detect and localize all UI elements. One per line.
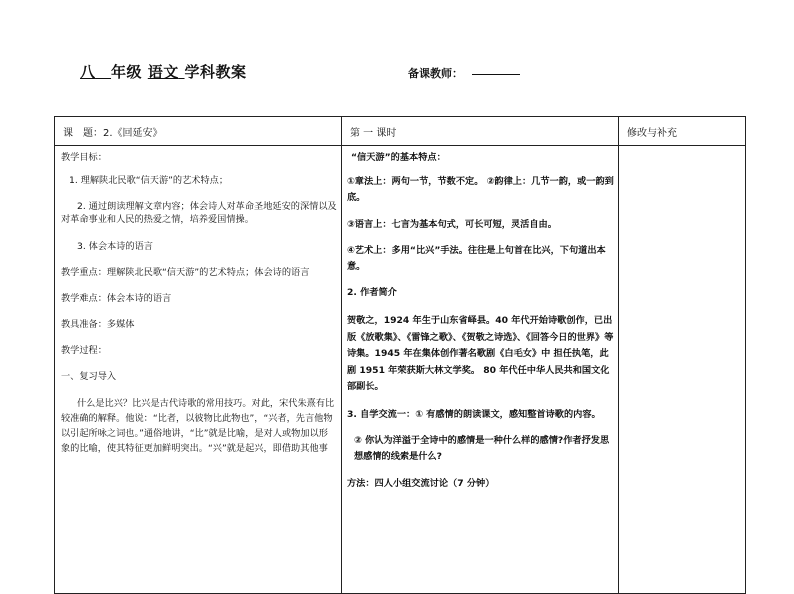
method: 方法：四人小组交流讨论（7 分钟） (347, 477, 495, 489)
goal-1: 1. 理解陕北民歌“信天游”的艺术特点； (69, 175, 229, 186)
author-title: 2. 作者简介 (347, 287, 397, 298)
feature-title: “信天游”的基本特点： (351, 152, 446, 163)
key-point: 教学重点：理解陕北民歌“信天游”的艺术特点；体会诗的语言 (61, 267, 310, 278)
process-title: 教学过程： (61, 345, 107, 356)
author-text: 贺敬之，1924 年生于山东省峄县。40 年代开始诗歌创作，已出版《放歌集》、《雷锋之歌》、《贺敬之诗选》、《回答今日的世界》等诗集。1945 年在集体创作著名歌剧《白毛女》中 担任执笔，此剧 1951 年荣获斯大林文学奖。 80 年代任中华人民共和国文化部副长。 (347, 315, 614, 392)
doc-type: 学科教案 (184, 63, 247, 81)
subject-value: 语文 (147, 63, 179, 81)
grade-word: 年级 (111, 63, 143, 81)
teaching-content-cell (55, 146, 342, 594)
period-content-cell (342, 146, 619, 594)
revise-cell: 修改与补充 (619, 117, 746, 146)
goal-3: 3. 体会本诗的语言 (77, 241, 153, 252)
feature-4: ④艺术上：多用“比兴”手法。往往是上句首在比兴，下句道出本意。 (347, 245, 606, 272)
teaching-aid: 教具准备：多媒体 (61, 319, 135, 330)
self-study-1: 3. 自学交流一：① 有感情的朗读课文，感知整首诗歌的内容。 (347, 408, 601, 420)
lesson-plan-table (54, 116, 746, 594)
step-1-text: 什么是比兴？比兴是古代诗歌的常用技巧。对此，宋代朱熹有比较准确的解释。他说：“比者，以彼物比此物也”，“兴者，先言他物以引起所咏之词也。”通俗地讲，“比”就是比喻，是对人或物加以形象的比喻，使其特征更加鲜明突出。“兴”就是起兴，即借助其他事 (61, 398, 335, 454)
difficulty: 教学难点：体会本诗的语言 (61, 293, 172, 304)
period-cell: 第 一 课时 (342, 117, 619, 146)
teacher-label: 备课教师： (408, 67, 463, 80)
step-1-title: 一、复习导入 (61, 371, 117, 382)
goals-title: 教学目标： (61, 152, 107, 163)
revision-notes-cell (619, 146, 746, 594)
self-study-2: ② 你认为洋溢于全诗中的感情是一种什么样的感情?作者抒发思想感情的线索是什么? (354, 434, 610, 462)
document-title (80, 61, 247, 82)
feature-1: ①章法上：两句一节，节数不定。 ②韵律上：几节一韵，或一韵到底。 (347, 176, 614, 203)
goal-2: 2. 通过朗读理解文章内容；体会诗人对革命圣地延安的深情以及对革命事业和人民的热爱之情，培养爱国情操。 (61, 201, 337, 225)
feature-3: ③语言上：七言为基本句式，可长可短，灵活自由。 (347, 219, 557, 230)
teacher-blank-line (472, 74, 520, 75)
lesson-title-cell: 课 题：2.《回延安》 (55, 117, 342, 146)
grade-value: 八 (80, 63, 96, 81)
